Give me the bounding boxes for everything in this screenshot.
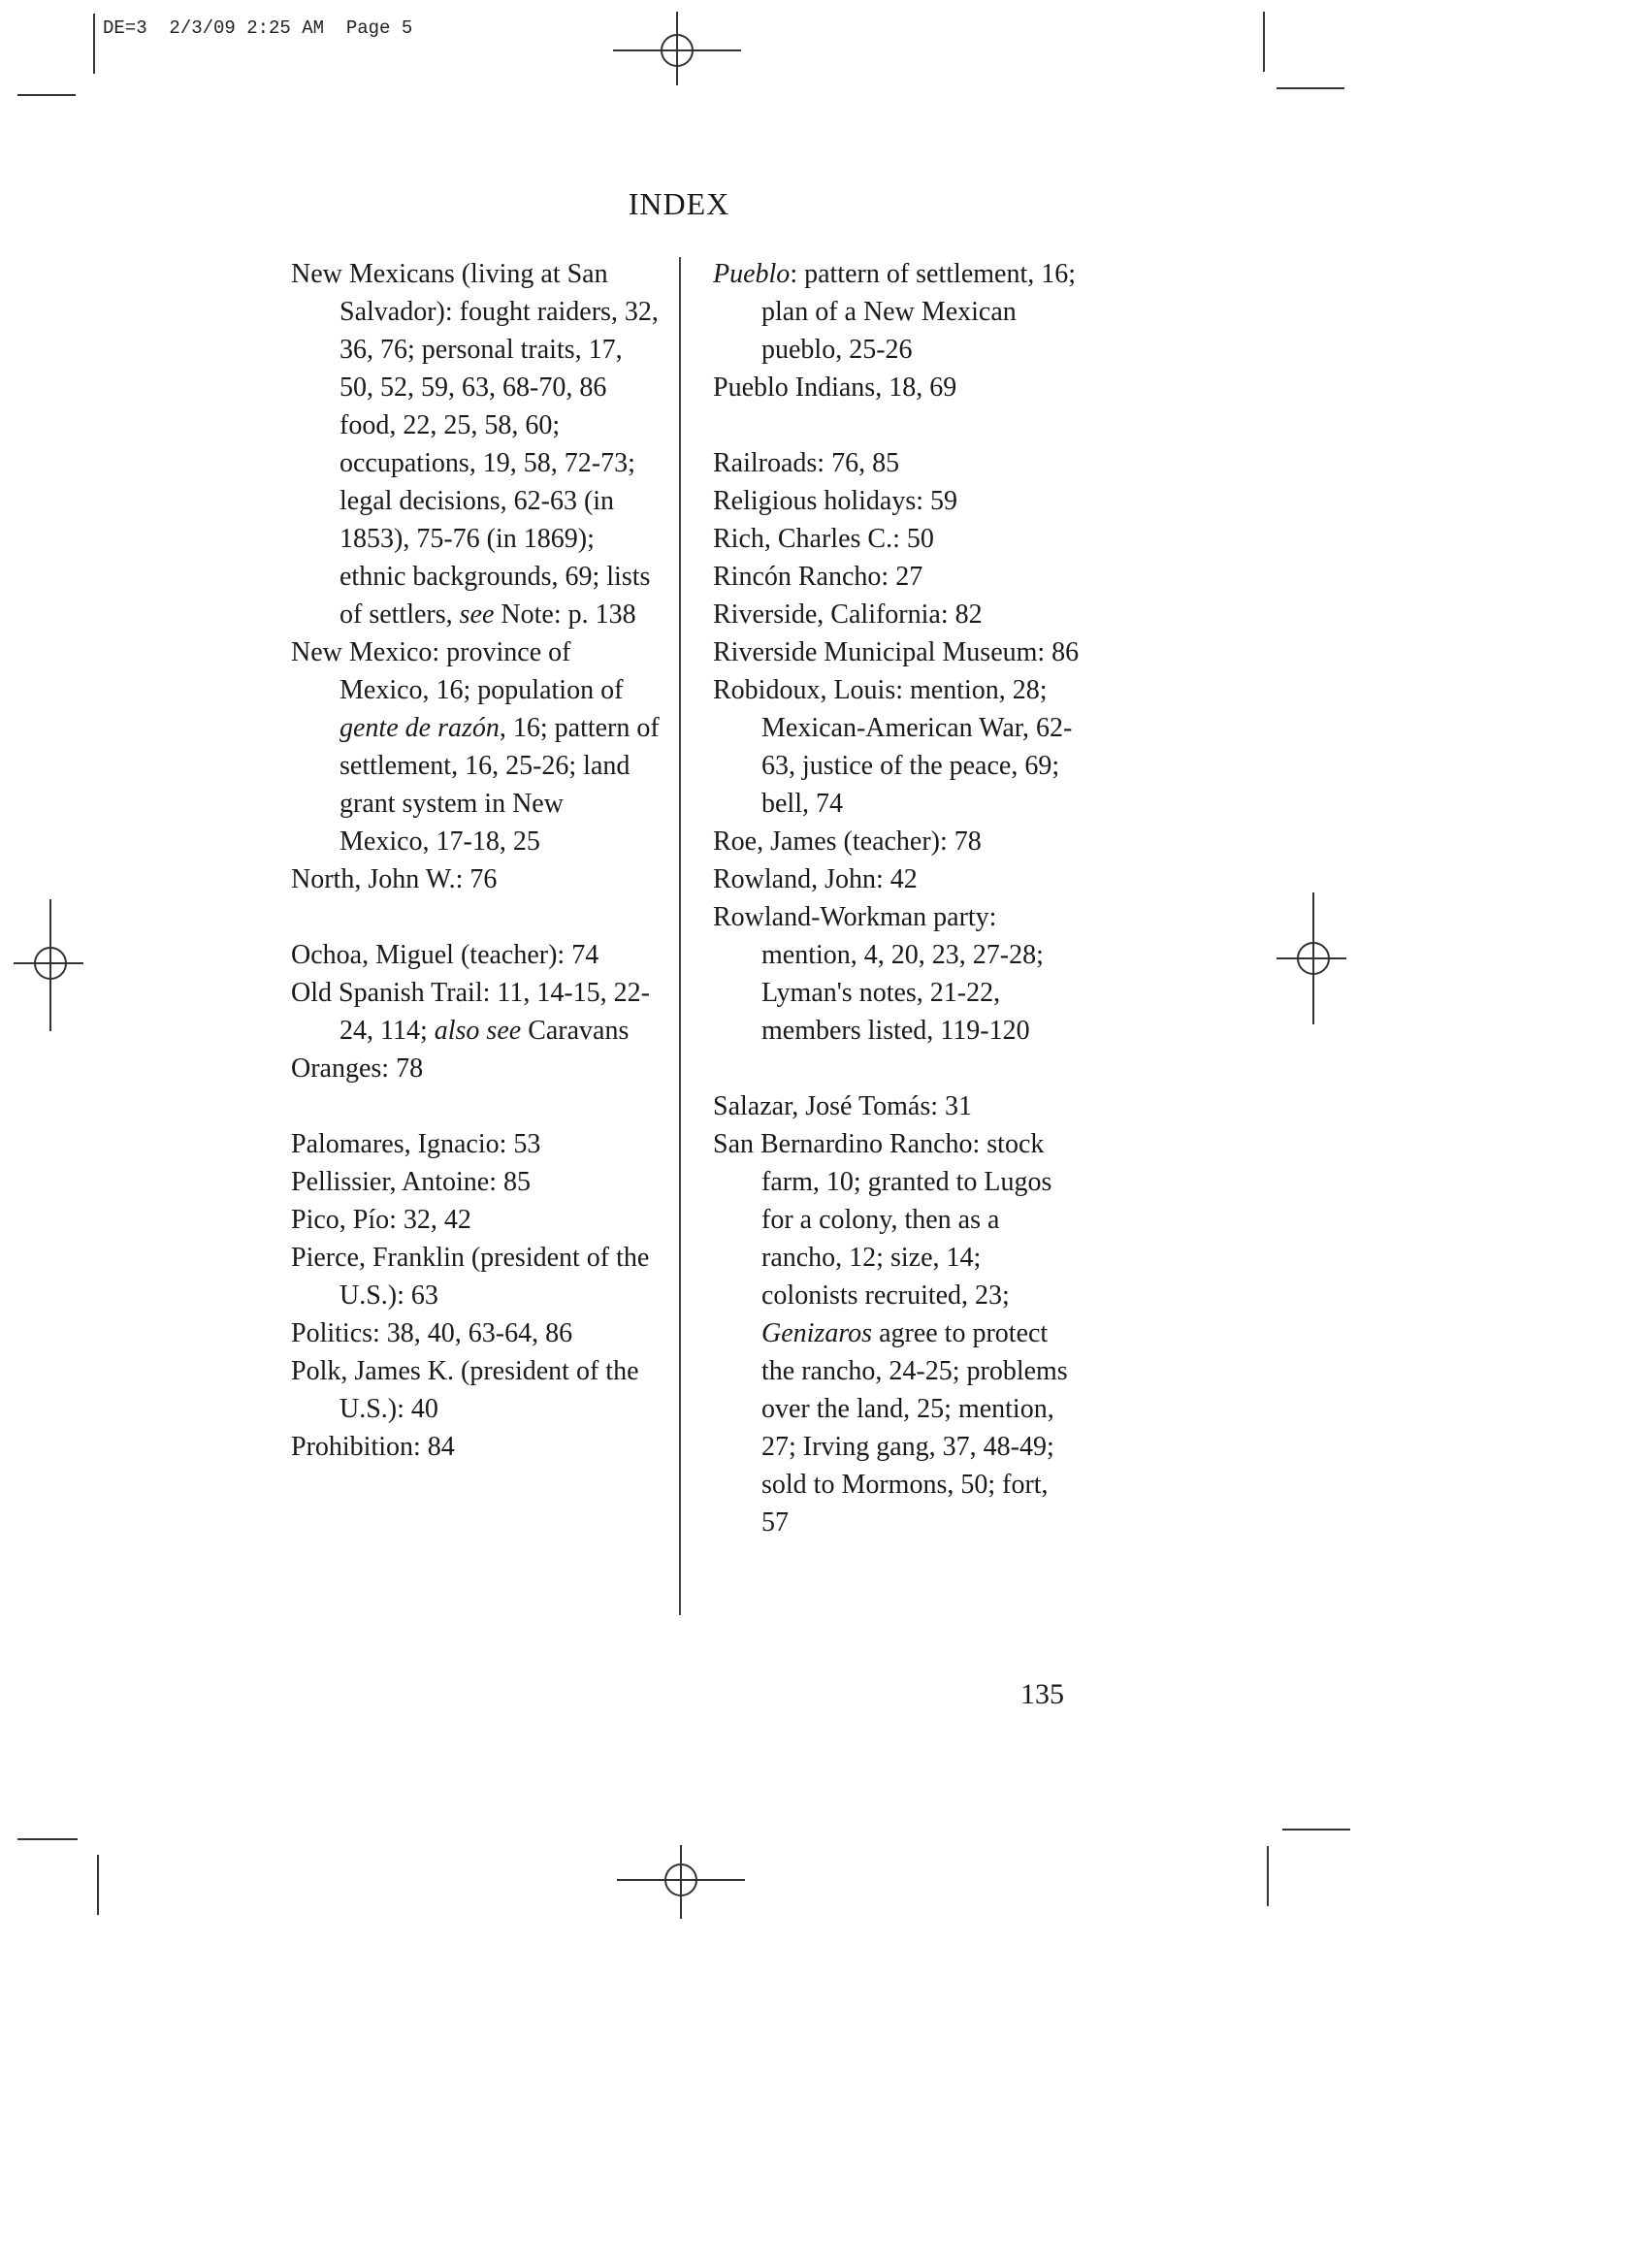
entry-gap xyxy=(291,1087,660,1125)
entry-text: New Mexicans (living at San Salvador): fought raiders, 32, 36, 76; personal traits, 17, 50, 52, 59, 63, 68-70, 86 food, 22, 25, 58, 60; occupations, 19, 58, 72-73; legal decisions, 62-63 (in 1853), 75-76 (in 1869); ethnic backgrounds, 69; lists of settlers, xyxy=(291,259,659,630)
entry-text: Ochoa, Miguel (teacher): 74 xyxy=(291,940,599,970)
entry-text-after: agree to protect the rancho, 24-25; problems over the land, 25; mention, 27; Irving gang, 37, 48-49; sold to Mormons, 50; fort, 57 xyxy=(761,1318,1068,1538)
crop-mark xyxy=(1282,1829,1350,1831)
index-entry xyxy=(291,860,660,898)
index-entry xyxy=(291,1163,660,1201)
print-slug: DE=3 2/3/09 2:25 AM Page 5 xyxy=(103,17,413,39)
index-entry xyxy=(713,1125,1082,1541)
index-entry xyxy=(713,520,1082,558)
entry-text: Rincón Rancho: 27 xyxy=(713,562,923,592)
entry-text: Oranges: 78 xyxy=(291,1053,424,1084)
index-entry xyxy=(713,596,1082,633)
entry-italic: Pueblo xyxy=(713,259,791,289)
entry-text-after: Note: p. 138 xyxy=(494,599,636,630)
entry-text: New Mexico: province of Mexico, 16; population of xyxy=(291,637,624,705)
index-entry xyxy=(291,1428,660,1466)
entry-text: Prohibition: 84 xyxy=(291,1432,455,1462)
entry-text: Railroads: 76, 85 xyxy=(713,448,900,478)
page-number: 135 xyxy=(1020,1678,1064,1710)
registration-mark-icon xyxy=(1273,891,1350,1026)
entry-text: Religious holidays: 59 xyxy=(713,486,957,516)
entry-text: Riverside, California: 82 xyxy=(713,599,983,630)
entry-text: Palomares, Ignacio: 53 xyxy=(291,1129,541,1159)
index-entry xyxy=(713,1087,1082,1125)
index-entry xyxy=(291,1352,660,1428)
entry-text: : pattern of settlement, 16; plan of a New Mexican pueblo, 25-26 xyxy=(761,259,1077,365)
entry-text: Robidoux, Louis: mention, 28; Mexican-American War, 62-63, justice of the peace, 69; bell, 74 xyxy=(713,675,1073,819)
crop-mark xyxy=(1267,1846,1269,1906)
crop-mark xyxy=(97,1855,99,1915)
index-column-right xyxy=(713,255,1082,1541)
index-entry xyxy=(291,1314,660,1352)
entry-gap xyxy=(713,1050,1082,1087)
entry-italic: see xyxy=(459,599,495,630)
entry-text: Politics: 38, 40, 63-64, 86 xyxy=(291,1318,573,1348)
entry-text: Rowland, John: 42 xyxy=(713,864,918,894)
index-entry xyxy=(291,936,660,974)
entry-text: Riverside Municipal Museum: 86 xyxy=(713,637,1080,667)
registration-mark-icon xyxy=(613,1843,749,1921)
entry-text: Pellissier, Antoine: 85 xyxy=(291,1167,531,1197)
entry-italic: Genizaros xyxy=(761,1318,873,1348)
index-entry xyxy=(713,633,1082,671)
entry-gap xyxy=(713,406,1082,444)
index-entry xyxy=(713,671,1082,823)
index-entry xyxy=(291,1050,660,1087)
index-entry xyxy=(713,255,1082,369)
index-entry xyxy=(291,1239,660,1314)
index-entry xyxy=(713,558,1082,596)
entry-gap xyxy=(291,898,660,936)
index-entry xyxy=(713,482,1082,520)
index-entry xyxy=(291,1201,660,1239)
index-entry xyxy=(291,633,660,860)
index-entry xyxy=(713,860,1082,898)
index-entry xyxy=(291,255,660,633)
entry-text: Pueblo Indians, 18, 69 xyxy=(713,373,957,403)
entry-text-after: , 16; pattern of settlement, 16, 25-26; land grant system in New Mexico, 17-18, 25 xyxy=(340,713,660,857)
entry-text: Rich, Charles C.: 50 xyxy=(713,524,934,554)
column-divider xyxy=(679,257,681,1615)
entry-italic: also see xyxy=(434,1016,522,1046)
entry-text: Salazar, José Tomás: 31 xyxy=(713,1091,973,1121)
crop-mark xyxy=(17,94,76,96)
entry-text: Polk, James K. (president of the U.S.): 40 xyxy=(291,1356,639,1424)
page-title: INDEX xyxy=(628,186,730,221)
crop-mark xyxy=(1277,87,1344,89)
crop-mark xyxy=(17,1838,78,1840)
index-entry xyxy=(713,898,1082,1050)
entry-text: Old Spanish Trail: 11, 14-15, 22-24, 114; xyxy=(291,978,650,1046)
entry-text: North, John W.: 76 xyxy=(291,864,498,894)
registration-mark-icon xyxy=(10,897,87,1033)
crop-mark xyxy=(1263,12,1265,72)
index-entry xyxy=(713,444,1082,482)
entry-text: Pierce, Franklin (president of the U.S.): 63 xyxy=(291,1243,650,1311)
entry-text: Roe, James (teacher): 78 xyxy=(713,826,982,857)
entry-text: Pico, Pío: 32, 42 xyxy=(291,1205,471,1235)
index-column-left xyxy=(291,255,660,1466)
crop-mark xyxy=(93,14,95,74)
entry-text: Rowland-Workman party: mention, 4, 20, 23, 27-28; Lyman's notes, 21-22, members listed, 119-120 xyxy=(713,902,1044,1046)
index-entry xyxy=(291,1125,660,1163)
index-entry xyxy=(713,823,1082,860)
entry-text-after: Caravans xyxy=(521,1016,630,1046)
index-entry xyxy=(713,369,1082,406)
entry-italic: gente de razón xyxy=(340,713,500,743)
index-entry xyxy=(291,974,660,1050)
entry-text: San Bernardino Rancho: stock farm, 10; granted to Lugos for a colony, then as a rancho, 12; size, 14; colonists recruited, 23; xyxy=(713,1129,1052,1311)
registration-mark-icon xyxy=(609,10,745,87)
